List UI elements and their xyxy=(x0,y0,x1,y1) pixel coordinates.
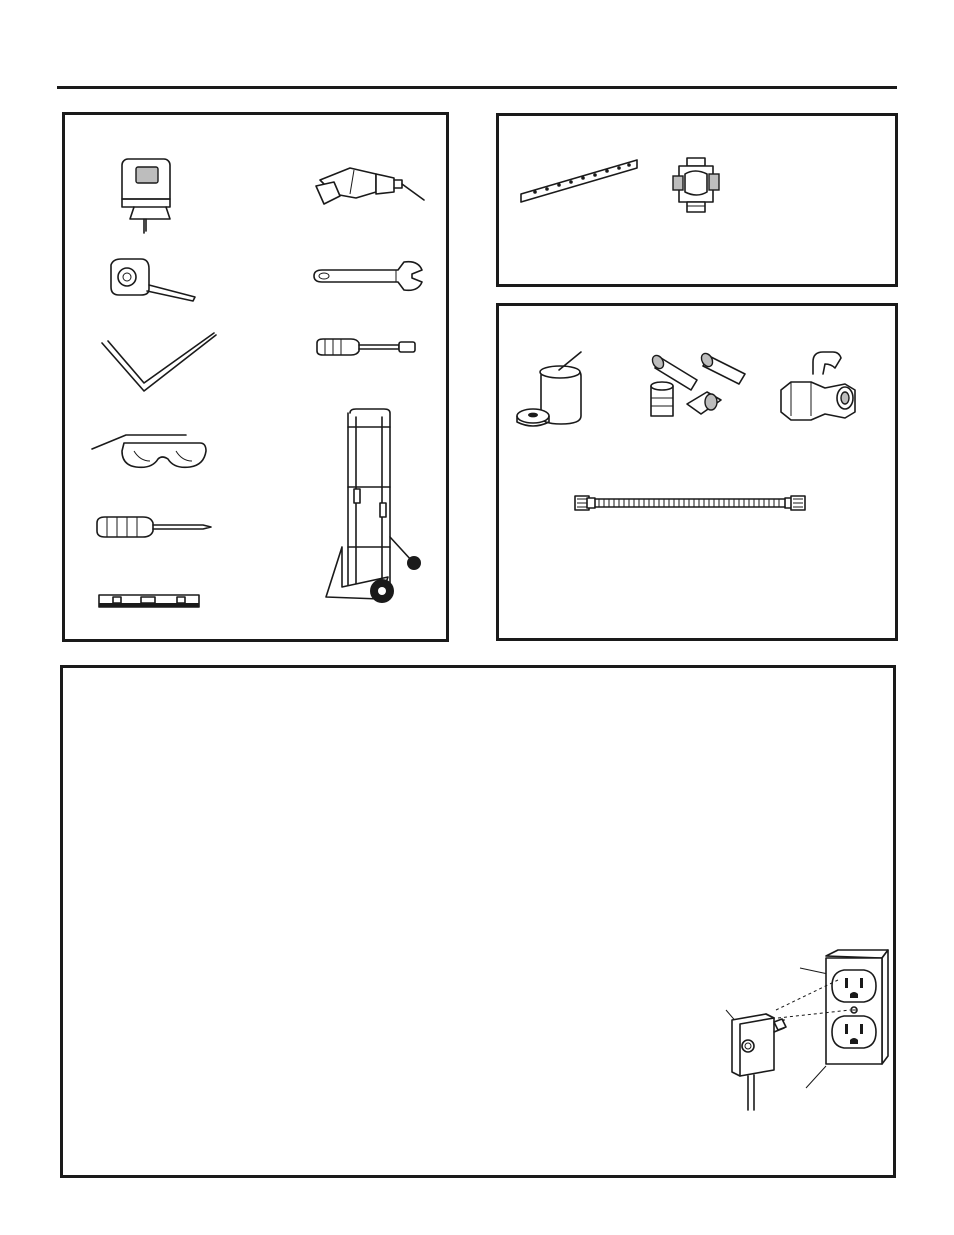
anti-tip-bracket-icon xyxy=(519,156,641,208)
outlet-and-adapter-illustration xyxy=(718,948,893,1113)
pipe-compound-and-tape-icon xyxy=(515,348,589,432)
flexible-gas-line-icon xyxy=(573,491,807,515)
electrical-panel xyxy=(60,665,896,1178)
adjustable-wrench-icon xyxy=(310,258,425,294)
materials-panel xyxy=(496,303,898,641)
safety-glasses-icon xyxy=(90,429,210,479)
pressure-regulator-icon xyxy=(671,156,721,220)
electric-drill-icon xyxy=(310,160,425,215)
tools-panel xyxy=(62,112,449,642)
pipe-fittings-icon xyxy=(639,350,754,426)
tape-measure-icon xyxy=(105,255,200,307)
level-icon xyxy=(97,591,203,611)
carpenter-square-icon xyxy=(98,331,218,396)
phillips-screwdriver-icon xyxy=(95,515,215,539)
parts-panel xyxy=(496,113,898,287)
hand-truck-icon xyxy=(320,407,425,617)
saber-saw-icon xyxy=(110,153,190,233)
shut-off-valve-icon xyxy=(779,350,859,426)
nut-driver-icon xyxy=(315,337,425,359)
header-rule xyxy=(57,86,897,89)
